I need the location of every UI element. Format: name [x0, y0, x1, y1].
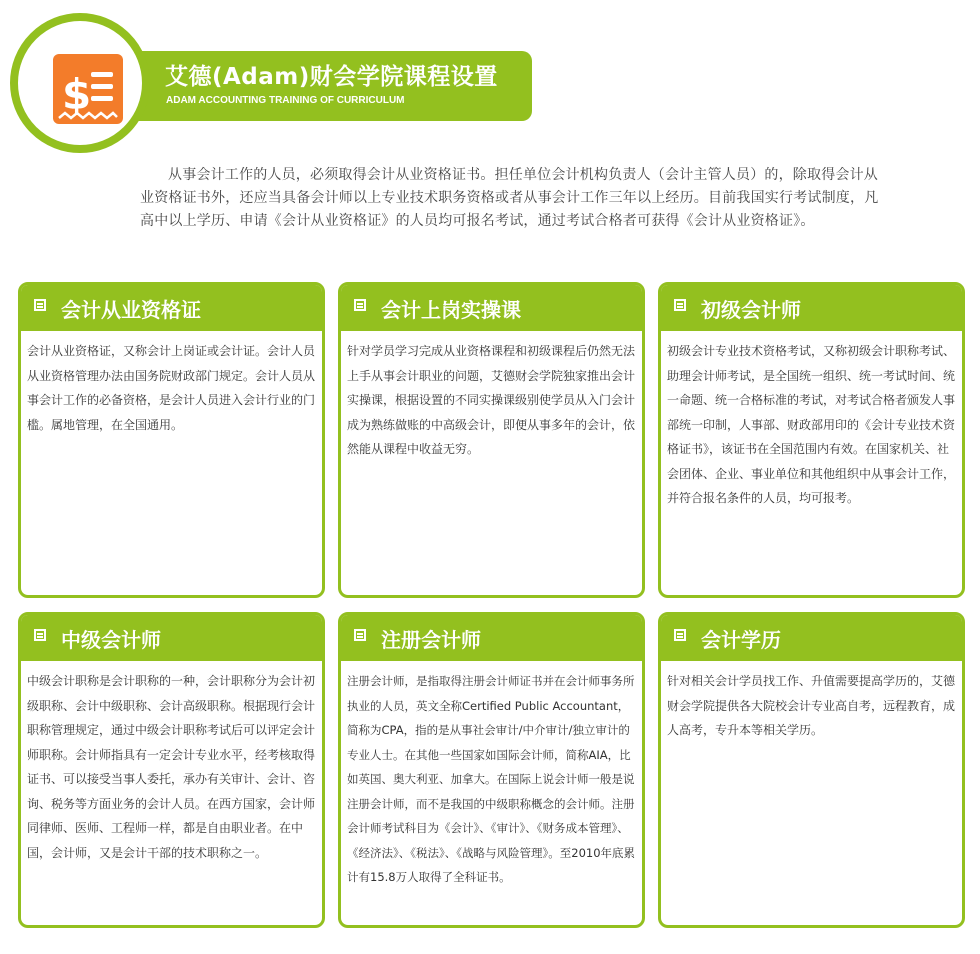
card-header — [341, 615, 642, 661]
card-title: 会计上岗实操课 — [381, 298, 521, 322]
course-card-accounting-certificate — [18, 282, 325, 598]
logo — [10, 13, 150, 153]
document-icon — [34, 299, 46, 311]
card-title: 中级会计师 — [61, 628, 161, 652]
document-icon — [354, 629, 366, 641]
document-icon — [354, 299, 366, 311]
course-card-junior-accountant — [658, 282, 965, 598]
course-card-practical-training — [338, 282, 645, 598]
course-card-degree — [658, 612, 965, 928]
card-header — [21, 285, 322, 331]
course-card-intermediate-accountant — [18, 612, 325, 928]
card-header — [661, 615, 962, 661]
document-icon — [674, 629, 686, 641]
svg-text:$: $ — [62, 70, 92, 119]
card-description: 初级会计专业技术资格考试，又称初级会计职称考试、助理会计师考试，是全国统一组织、统一考试时间、统一命题、统一合格标准的考试，对考试合格者颁发人事部统一印制，人事部、财政部用印的《会计专业技术资格证书》，该证书在全国范围内有效。在国家机关、社会团体、企业、事业单位和其他组织中从事会计工作，并符合报名条件的人员，均可报考。 — [667, 344, 956, 505]
card-header — [341, 285, 642, 331]
card-title: 会计从业资格证 — [61, 298, 201, 322]
intro-paragraph: 从事会计工作的人员，必须取得会计从业资格证书。担任单位会计机构负责人（会计主管人员）的，除取得会计从业资格证书外，还应当具备会计师以上专业技术职务资格或者从事会计工作三年以上经历。目前我国实行考试制度，凡高中以上学历、申请《会计从业资格证》的人员均可报名考试，通过考试合格者可获得《会计从业资格证》。 — [140, 167, 879, 229]
receipt-dollar-icon — [53, 54, 123, 124]
card-header — [661, 285, 962, 331]
card-description: 会计从业资格证，又称会计上岗证或会计证。会计人员从业资格管理办法由国务院财政部门规定。会计人员从事会计工作的必备资格，是会计人员进入会计行业的门槛。属地管理，在全国通用。 — [27, 344, 316, 432]
card-description: 中级会计职称是会计职称的一种，会计职称分为会计初级职称、会计中级职称、会计高级职称。根据现行会计职称管理规定，通过中级会计职称考试后可以评定会计师职称。会计师指具有一定会计专业水平，经考核取得证书、可以接受当事人委托，承办有关审计、会计、咨询、税务等方面业务的会计人员。在西方国家，会计师同律师、医师、工程师一样，都是自由职业者。在中国，会计师，又是会计干部的技术职称之一。 — [27, 674, 316, 860]
page-title: 艾德(Adam)财会学院课程设置 — [165, 64, 498, 90]
card-header — [21, 615, 322, 661]
card-description: 针对学员学习完成从业资格课程和初级课程后仍然无法上手从事会计职业的问题，艾德财会学院独家推出会计实操课，根据设置的不同实操课级别使学员从入门会计成为熟练做账的中高级会计，即便从事多年的会计，依然能从课程中收益无穷。 — [347, 344, 636, 456]
card-description: 注册会计师，是指取得注册会计师证书并在会计师事务所执业的人员，英文全称Certified Public Accountant，简称为CPA，指的是从事社会审计/中介审计/独立审计的专业人士。在其他一些国家如国际会计师，简称AIA，比如英国、奥大利亚、加拿大。在国际上说会计师一般是说注册会计师，而不是我国的中级职称概念的会计师。注册会计师考试科目为《会计》、《审计》、《财务成本管理》、《经济法》、《税法》、《战略与风险管理》。至2010年底累计有15.8万人取得了全科证书。 — [347, 674, 636, 884]
card-title: 注册会计师 — [381, 628, 481, 652]
document-icon — [674, 299, 686, 311]
document-icon — [34, 629, 46, 641]
card-title: 会计学历 — [701, 628, 781, 652]
page-subtitle: ADAM ACCOUNTING TRAINING OF CURRICULUM — [166, 95, 405, 106]
course-card-cpa — [338, 612, 645, 928]
card-description: 针对相关会计学员找工作、升值需要提高学历的，艾德财会学院提供各大院校会计专业高自考，远程教育，成人高考，专升本等相关学历。 — [667, 674, 956, 737]
card-title: 初级会计师 — [701, 298, 801, 322]
